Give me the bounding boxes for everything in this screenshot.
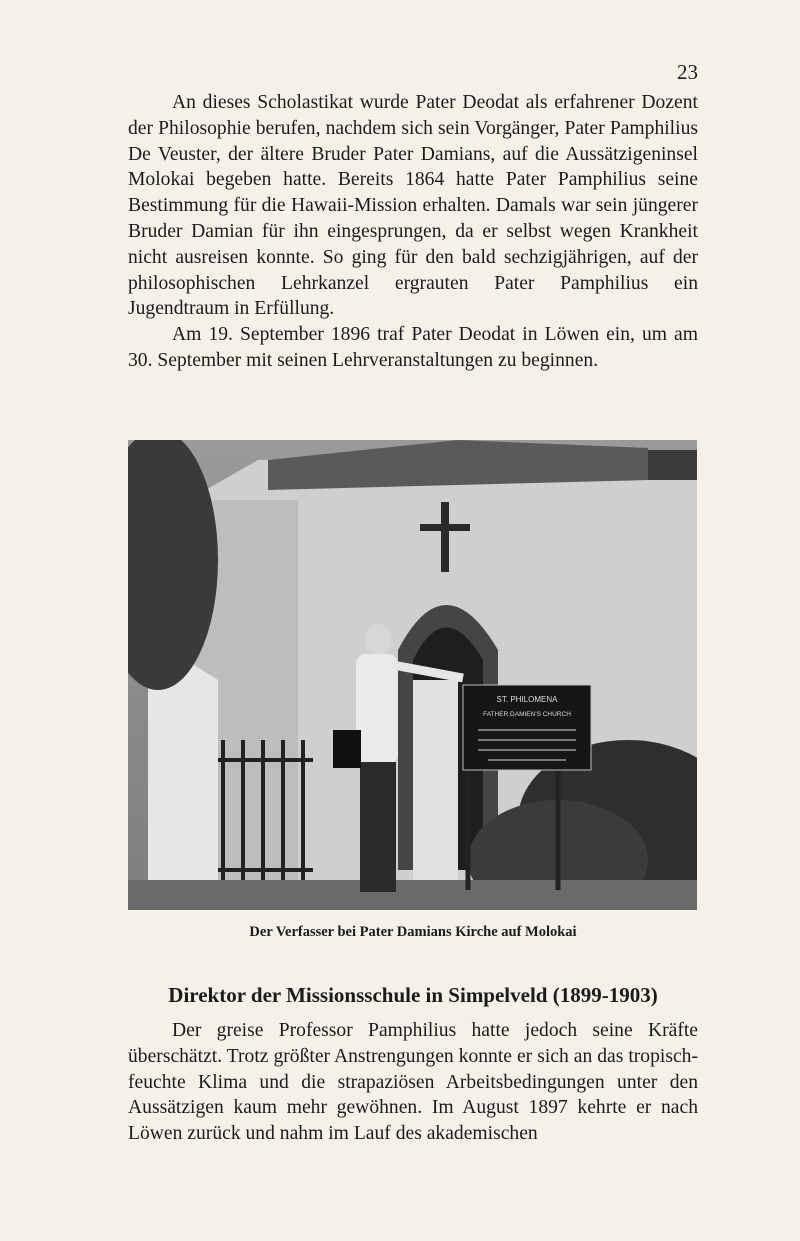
body-text-top [128, 90, 698, 374]
page-number: 23 [677, 60, 698, 84]
sign-line: ST. PHILOMENA [496, 695, 558, 704]
paragraph: Der greise Professor Pamphilius hatte jedoch seine Kräfte überschätzt. Trotz größter Anstrengungen konnte er sich an das tropisch-feuchte Klima und die strapaziösen Arbeitsbedingungen unter den Aussätzigen kaum mehr gewöhnen. Im August 1897 kehrte er nach Löwen zurück und nahm im Lauf des akademischen [128, 1020, 698, 1145]
paragraph: Am 19. September 1896 traf Pater Deodat in Löwen ein, um am 30. September mit seinen Lehrveranstaltungen zu beginnen. [128, 324, 698, 371]
photograph-church [128, 440, 697, 910]
photo-caption: Der Verfasser bei Pater Damians Kirche auf Molokai [249, 924, 577, 940]
paragraph: An dieses Scholastikat wurde Pater Deodat als erfahrener Dozent der Philosophie berufen, nachdem sich sein Vorgänger, Pater Pamphilius De Veuster, der ältere Bruder Pater Damians, auf die Aussätzigeninsel Molokai begeben hatte. Bereits 1864 hatte Pater Pamphilius seine Bestimmung für die Hawaii-Mission erhalten. Damals war sein jüngerer Bruder Damian für ihn eingesprungen, da er selbst wegen Krankheit nicht ausreisen konnte. So ging für den bald sechzigjährigen, auf der philosophischen Lehrkanzel ergrauten Pater Pamphilius ein Jugendtraum in Erfüllung. [128, 92, 698, 320]
section-heading: Direktor der Missionsschule in Simpelveld (1899-1903) [168, 983, 658, 1007]
sign-line: FATHER DAMIEN'S CHURCH [483, 711, 571, 718]
body-text-bottom [128, 1018, 698, 1147]
